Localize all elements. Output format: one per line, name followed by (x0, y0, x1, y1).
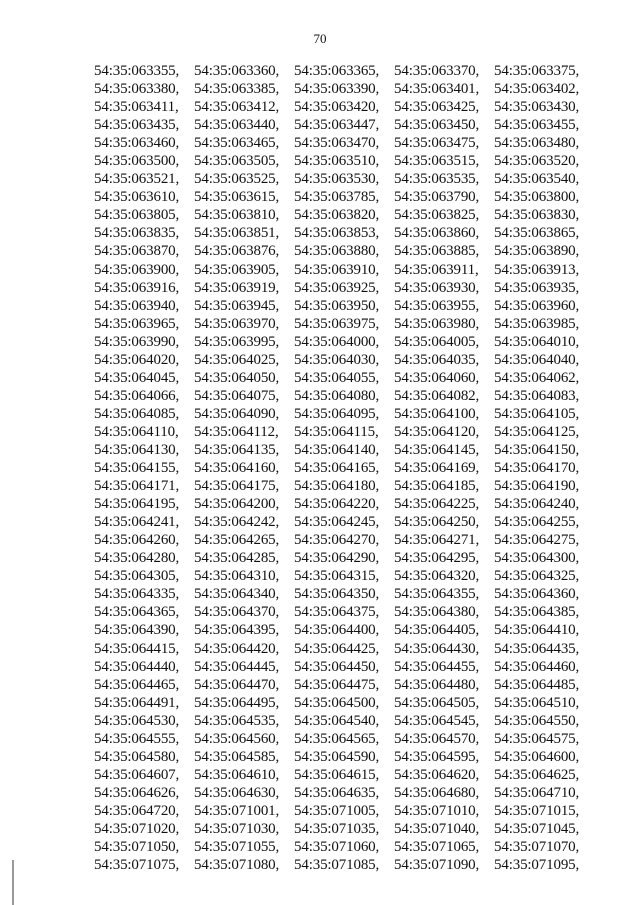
cadastral-number: 54:35:064035, (394, 351, 480, 368)
cadastral-number: 54:35:064080, (294, 387, 380, 404)
cadastral-number: 54:35:064610, (194, 766, 280, 783)
cadastral-number: 54:35:063810, (194, 207, 280, 224)
cadastral-number: 54:35:063876, (194, 243, 280, 260)
cadastral-number: 54:35:063825, (394, 207, 480, 224)
cadastral-number: 54:35:063370, (394, 63, 480, 79)
cadastral-number: 54:35:064271, (394, 532, 480, 549)
cadastral-number: 54:35:064375, (294, 604, 380, 621)
cadastral-number: 54:35:071045, (494, 820, 580, 837)
cadastral-number: 54:35:071075, (94, 857, 180, 874)
cadastral-number: 54:35:063480, (494, 135, 580, 152)
cadastral-number: 54:35:064030, (294, 351, 380, 368)
cadastral-number: 54:35:063911, (394, 261, 479, 278)
cadastral-number: 54:35:064190, (494, 478, 580, 495)
cadastral-number: 54:35:071005, (294, 802, 380, 819)
cadastral-number: 54:35:064565, (294, 730, 380, 747)
cadastral-number: 54:35:064245, (294, 514, 380, 531)
cadastral-number: 54:35:064405, (394, 622, 480, 639)
cadastral-number: 54:35:064550, (494, 712, 580, 729)
table-row (94, 351, 594, 369)
cadastral-number: 54:35:063940, (94, 297, 180, 314)
cadastral-number: 54:35:071090, (394, 857, 480, 874)
cadastral-number: 54:35:064500, (294, 694, 380, 711)
cadastral-number: 54:35:063805, (94, 207, 180, 224)
cadastral-number: 54:35:064607, (94, 766, 180, 783)
cadastral-number: 54:35:063401, (394, 81, 480, 98)
cadastral-number: 54:35:064130, (94, 441, 180, 458)
cadastral-number: 54:35:063900, (94, 261, 180, 278)
cadastral-number: 54:35:064265, (194, 532, 280, 549)
cadastral-number: 54:35:064242, (194, 514, 280, 531)
cadastral-number: 54:35:064025, (194, 351, 280, 368)
cadastral-number: 54:35:063435, (94, 117, 180, 134)
cadastral-number: 54:35:064112, (194, 423, 279, 440)
cadastral-number: 54:35:063916, (94, 279, 180, 296)
table-row (94, 477, 594, 495)
cadastral-number: 54:35:064275, (494, 532, 580, 549)
cadastral-number: 54:35:063975, (294, 315, 380, 332)
cadastral-number: 54:35:064260, (94, 532, 180, 549)
cadastral-number: 54:35:063360, (194, 63, 280, 79)
cadastral-number: 54:35:063945, (194, 297, 280, 314)
cadastral-number: 54:35:064445, (194, 658, 280, 675)
cadastral-number: 54:35:064410, (494, 622, 580, 639)
cadastral-number: 54:35:063860, (394, 225, 480, 242)
cadastral-number: 54:35:064083, (494, 387, 580, 404)
cadastral-number: 54:35:064095, (294, 405, 380, 422)
table-row (94, 784, 594, 802)
cadastral-number: 54:35:064135, (194, 441, 280, 458)
table-row (94, 603, 594, 621)
cadastral-number: 54:35:071020, (94, 820, 180, 837)
cadastral-number: 54:35:071035, (294, 820, 380, 837)
cadastral-number: 54:35:063510, (294, 153, 380, 170)
cadastral-number: 54:35:063390, (294, 81, 380, 98)
cadastral-number: 54:35:064380, (394, 604, 480, 621)
cadastral-number: 54:35:064325, (494, 568, 580, 585)
cadastral-number: 54:35:064100, (394, 405, 480, 422)
table-row (94, 224, 594, 242)
cadastral-number: 54:35:064045, (94, 369, 180, 386)
cadastral-number: 54:35:064225, (394, 496, 480, 513)
cadastral-number: 54:35:064455, (394, 658, 480, 675)
cadastral-number-list (94, 62, 594, 874)
table-row (94, 441, 594, 459)
cadastral-number: 54:35:064570, (394, 730, 480, 747)
cadastral-number: 54:35:063615, (194, 189, 280, 206)
cadastral-number: 54:35:071095, (494, 857, 580, 874)
cadastral-number: 54:35:064510, (494, 694, 580, 711)
cadastral-number: 54:35:063905, (194, 261, 280, 278)
cadastral-number: 54:35:071030, (194, 820, 280, 837)
table-row (94, 98, 594, 116)
table-row (94, 748, 594, 766)
cadastral-number: 54:35:064300, (494, 550, 580, 567)
table-row (94, 766, 594, 784)
cadastral-number: 54:35:064480, (394, 676, 480, 693)
cadastral-number: 54:35:064575, (494, 730, 580, 747)
cadastral-number: 54:35:064320, (394, 568, 480, 585)
cadastral-number: 54:35:071050, (94, 839, 180, 856)
cadastral-number: 54:35:063851, (194, 225, 280, 242)
table-row (94, 80, 594, 98)
table-row (94, 856, 594, 874)
table-row (94, 838, 594, 856)
cadastral-number: 54:35:063530, (294, 171, 380, 188)
cadastral-number: 54:35:063440, (194, 117, 280, 134)
cadastral-number: 54:35:064355, (394, 586, 480, 603)
cadastral-number: 54:35:064635, (294, 784, 380, 801)
cadastral-number: 54:35:064090, (194, 405, 280, 422)
cadastral-number: 54:35:063455, (494, 117, 580, 134)
cadastral-number: 54:35:064460, (494, 658, 580, 675)
cadastral-number: 54:35:064241, (94, 514, 180, 531)
table-row (94, 134, 594, 152)
cadastral-number: 54:35:064005, (394, 333, 480, 350)
cadastral-number: 54:35:063535, (394, 171, 480, 188)
cadastral-number: 54:35:064385, (494, 604, 580, 621)
table-row (94, 459, 594, 477)
cadastral-number: 54:35:063800, (494, 189, 580, 206)
table-row (94, 820, 594, 838)
cadastral-number: 54:35:063835, (94, 225, 180, 242)
cadastral-number: 54:35:064310, (194, 568, 280, 585)
table-row (94, 116, 594, 134)
cadastral-number: 54:35:064465, (94, 676, 180, 693)
cadastral-number: 54:35:063412, (194, 99, 280, 116)
cadastral-number: 54:35:063430, (494, 99, 580, 116)
cadastral-number: 54:35:063960, (494, 297, 580, 314)
cadastral-number: 54:35:064545, (394, 712, 480, 729)
cadastral-number: 54:35:063365, (294, 63, 380, 79)
cadastral-number: 54:35:064400, (294, 622, 380, 639)
cadastral-number: 54:35:063865, (494, 225, 580, 242)
cadastral-number: 54:35:071040, (394, 820, 480, 837)
table-row (94, 387, 594, 405)
table-row (94, 170, 594, 188)
table-row (94, 621, 594, 639)
cadastral-number: 54:35:063525, (194, 171, 280, 188)
cadastral-number: 54:35:071070, (494, 839, 580, 856)
cadastral-number: 54:35:064200, (194, 496, 280, 513)
cadastral-number: 54:35:063910, (294, 261, 380, 278)
cadastral-number: 54:35:063515, (394, 153, 480, 170)
cadastral-number: 54:35:064365, (94, 604, 180, 621)
cadastral-number: 54:35:064195, (94, 496, 180, 513)
table-row (94, 297, 594, 315)
cadastral-number: 54:35:063521, (94, 171, 180, 188)
scan-margin-line (12, 860, 14, 905)
cadastral-number: 54:35:063500, (94, 153, 180, 170)
cadastral-number: 54:35:064425, (294, 640, 380, 657)
cadastral-number: 54:35:064285, (194, 550, 280, 567)
cadastral-number: 54:35:063880, (294, 243, 380, 260)
cadastral-number: 54:35:063425, (394, 99, 480, 116)
table-row (94, 261, 594, 279)
table-row (94, 369, 594, 387)
cadastral-number: 54:35:064290, (294, 550, 380, 567)
cadastral-number: 54:35:064630, (194, 784, 280, 801)
table-row (94, 513, 594, 531)
cadastral-number: 54:35:071015, (494, 802, 580, 819)
cadastral-number: 54:35:064105, (494, 405, 580, 422)
table-row (94, 658, 594, 676)
cadastral-number: 54:35:064185, (394, 478, 480, 495)
cadastral-number: 54:35:064680, (394, 784, 480, 801)
table-row (94, 712, 594, 730)
cadastral-number: 54:35:064560, (194, 730, 280, 747)
cadastral-number: 54:35:063475, (394, 135, 480, 152)
cadastral-number: 54:35:064350, (294, 586, 380, 603)
table-row (94, 567, 594, 585)
cadastral-number: 54:35:064585, (194, 748, 280, 765)
cadastral-number: 54:35:064295, (394, 550, 480, 567)
cadastral-number: 54:35:064075, (194, 387, 280, 404)
cadastral-number: 54:35:064110, (94, 423, 179, 440)
cadastral-number: 54:35:064050, (194, 369, 280, 386)
cadastral-number: 54:35:064475, (294, 676, 380, 693)
cadastral-number: 54:35:064169, (394, 460, 480, 477)
cadastral-number: 54:35:064171, (94, 478, 180, 495)
cadastral-number: 54:35:063520, (494, 153, 580, 170)
cadastral-number: 54:35:063540, (494, 171, 580, 188)
cadastral-number: 54:35:064082, (394, 387, 480, 404)
cadastral-number: 54:35:064540, (294, 712, 380, 729)
cadastral-number: 54:35:064250, (394, 514, 480, 531)
cadastral-number: 54:35:063965, (94, 315, 180, 332)
cadastral-number: 54:35:063870, (94, 243, 180, 260)
cadastral-number: 54:35:064491, (94, 694, 180, 711)
cadastral-number: 54:35:063985, (494, 315, 580, 332)
cadastral-number: 54:35:063790, (394, 189, 480, 206)
cadastral-number: 54:35:064125, (494, 423, 580, 440)
table-row (94, 333, 594, 351)
table-row (94, 188, 594, 206)
cadastral-number: 54:35:064420, (194, 640, 280, 657)
cadastral-number: 54:35:063460, (94, 135, 180, 152)
cadastral-number: 54:35:063380, (94, 81, 180, 98)
table-row (94, 206, 594, 224)
cadastral-number: 54:35:063925, (294, 279, 380, 296)
table-row (94, 640, 594, 658)
cadastral-number: 54:35:063447, (294, 117, 380, 134)
table-row (94, 730, 594, 748)
cadastral-number: 54:35:064415, (94, 640, 180, 657)
cadastral-number: 54:35:063355, (94, 63, 180, 79)
cadastral-number: 54:35:064590, (294, 748, 380, 765)
cadastral-number: 54:35:064180, (294, 478, 380, 495)
cadastral-number: 54:35:071085, (294, 857, 380, 874)
cadastral-number: 54:35:063610, (94, 189, 180, 206)
cadastral-number: 54:35:071080, (194, 857, 280, 874)
cadastral-number: 54:35:064255, (494, 514, 580, 531)
cadastral-number: 54:35:063420, (294, 99, 380, 116)
cadastral-number: 54:35:064165, (294, 460, 380, 477)
cadastral-number: 54:35:064530, (94, 712, 180, 729)
cadastral-number: 54:35:064305, (94, 568, 180, 585)
page-number: 70 (313, 31, 327, 46)
cadastral-number: 54:35:064440, (94, 658, 180, 675)
cadastral-number: 54:35:064600, (494, 748, 580, 765)
cadastral-number: 54:35:064430, (394, 640, 480, 657)
cadastral-number: 54:35:063990, (94, 333, 180, 350)
cadastral-number: 54:35:063885, (394, 243, 480, 260)
cadastral-number: 54:35:064120, (394, 423, 480, 440)
table-row (94, 549, 594, 567)
cadastral-number: 54:35:064175, (194, 478, 280, 495)
cadastral-number: 54:35:064060, (394, 369, 480, 386)
cadastral-number: 54:35:064450, (294, 658, 380, 675)
table-row (94, 315, 594, 333)
cadastral-number: 54:35:064340, (194, 586, 280, 603)
cadastral-number: 54:35:063935, (494, 279, 580, 296)
cadastral-number: 54:35:063830, (494, 207, 580, 224)
cadastral-number: 54:35:064145, (394, 441, 480, 458)
cadastral-number: 54:35:063919, (194, 279, 280, 296)
cadastral-number: 54:35:063402, (494, 81, 580, 98)
cadastral-number: 54:35:071055, (194, 839, 280, 856)
cadastral-number: 54:35:064335, (94, 586, 180, 603)
cadastral-number: 54:35:063385, (194, 81, 280, 98)
cadastral-number: 54:35:064150, (494, 441, 580, 458)
cadastral-number: 54:35:064062, (494, 369, 580, 386)
cadastral-number: 54:35:064495, (194, 694, 280, 711)
cadastral-number: 54:35:063785, (294, 189, 380, 206)
cadastral-number: 54:35:064140, (294, 441, 380, 458)
cadastral-number: 54:35:064390, (94, 622, 180, 639)
cadastral-number: 54:35:064626, (94, 784, 180, 801)
cadastral-number: 54:35:064000, (294, 333, 380, 350)
cadastral-number: 54:35:064020, (94, 351, 180, 368)
cadastral-number: 54:35:064055, (294, 369, 380, 386)
cadastral-number: 54:35:063970, (194, 315, 280, 332)
cadastral-number: 54:35:064395, (194, 622, 280, 639)
cadastral-number: 54:35:064595, (394, 748, 480, 765)
table-row (94, 531, 594, 549)
cadastral-number: 54:35:064505, (394, 694, 480, 711)
cadastral-number: 54:35:063955, (394, 297, 480, 314)
cadastral-number: 54:35:071010, (394, 802, 480, 819)
cadastral-number: 54:35:064710, (494, 784, 580, 801)
cadastral-number: 54:35:063930, (394, 279, 480, 296)
table-row (94, 694, 594, 712)
cadastral-number: 54:35:063450, (394, 117, 480, 134)
cadastral-number: 54:35:071065, (394, 839, 480, 856)
cadastral-number: 54:35:064270, (294, 532, 380, 549)
cadastral-number: 54:35:064555, (94, 730, 180, 747)
cadastral-number: 54:35:064625, (494, 766, 580, 783)
cadastral-number: 54:35:064280, (94, 550, 180, 567)
cadastral-number: 54:35:064160, (194, 460, 280, 477)
cadastral-number: 54:35:064085, (94, 405, 180, 422)
cadastral-number: 54:35:063853, (294, 225, 380, 242)
cadastral-number: 54:35:064470, (194, 676, 280, 693)
cadastral-number: 54:35:063375, (494, 63, 580, 79)
table-row (94, 62, 594, 80)
cadastral-number: 54:35:064360, (494, 586, 580, 603)
cadastral-number: 54:35:063465, (194, 135, 280, 152)
table-row (94, 279, 594, 297)
table-row (94, 495, 594, 513)
cadastral-number: 54:35:064435, (494, 640, 580, 657)
cadastral-number: 54:35:064010, (494, 333, 580, 350)
cadastral-number: 54:35:063995, (194, 333, 280, 350)
cadastral-number: 54:35:063505, (194, 153, 280, 170)
cadastral-number: 54:35:064240, (494, 496, 580, 513)
table-row (94, 405, 594, 423)
cadastral-number: 54:35:063820, (294, 207, 380, 224)
cadastral-number: 54:35:064615, (294, 766, 380, 783)
cadastral-number: 54:35:071001, (194, 802, 280, 819)
cadastral-number: 54:35:064720, (94, 802, 180, 819)
cadastral-number: 54:35:064066, (94, 387, 180, 404)
cadastral-number: 54:35:063980, (394, 315, 480, 332)
cadastral-number: 54:35:064580, (94, 748, 180, 765)
table-row (94, 152, 594, 170)
cadastral-number: 54:35:064040, (494, 351, 580, 368)
cadastral-number: 54:35:063411, (94, 99, 179, 116)
cadastral-number: 54:35:063913, (494, 261, 580, 278)
cadastral-number: 54:35:064620, (394, 766, 480, 783)
table-row (94, 676, 594, 694)
cadastral-number: 54:35:063470, (294, 135, 380, 152)
cadastral-number: 54:35:064485, (494, 676, 580, 693)
table-row (94, 423, 594, 441)
table-row (94, 802, 594, 820)
cadastral-number: 54:35:064155, (94, 460, 180, 477)
cadastral-number: 54:35:064170, (494, 460, 580, 477)
cadastral-number: 54:35:064370, (194, 604, 280, 621)
cadastral-number: 54:35:064220, (294, 496, 380, 513)
cadastral-number: 54:35:064535, (194, 712, 280, 729)
cadastral-number: 54:35:071060, (294, 839, 380, 856)
cadastral-number: 54:35:063890, (494, 243, 580, 260)
cadastral-number: 54:35:064115, (294, 423, 379, 440)
cadastral-number: 54:35:064315, (294, 568, 380, 585)
table-row (94, 242, 594, 260)
table-row (94, 585, 594, 603)
cadastral-number: 54:35:063950, (294, 297, 380, 314)
